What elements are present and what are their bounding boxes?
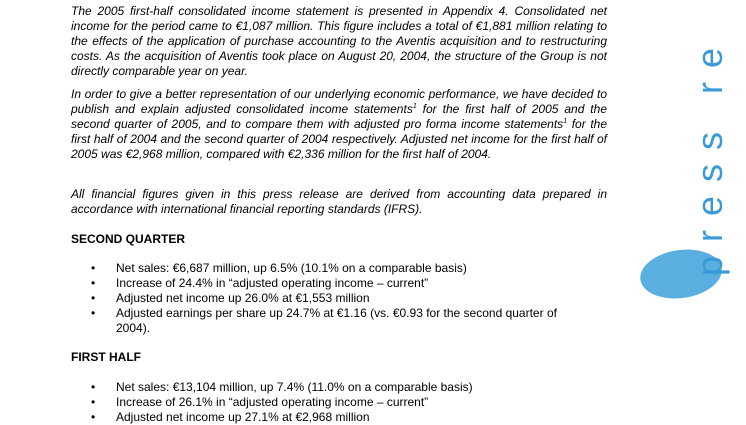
bullet-icon: • (91, 395, 96, 409)
paragraph-adjusted-part-c: for the first half of 2004 and the second quarter of 2004 respectively. Adjusted net income for the first half of 2005 was €2,968 million, compared with €2,336 million for the first half of 2004. (71, 117, 607, 161)
list-item-text: Increase of 24.4% in “adjusted operating income – current” (116, 276, 429, 290)
second-quarter-bullet-list (71, 261, 591, 336)
paragraph-ifrs-note: All financial figures given in this press release are derived from accounting data prepared in accordance with international financial reporting standards (IFRS). (71, 187, 607, 216)
footnote-ref-2: 1 (563, 118, 568, 125)
bullet-icon: • (91, 261, 96, 275)
heading-second-quarter: SECOND QUARTER (71, 232, 186, 246)
list-item-text: Net sales: €6,687 million, up 6.5% (10.1% on a comparable basis) (116, 261, 467, 275)
first-half-bullet-list (71, 380, 591, 425)
footnote-ref-1: 1 (412, 103, 417, 110)
bullet-icon: • (91, 306, 96, 320)
bullet-icon: • (91, 380, 96, 394)
paragraph-adjusted-part-b: for the first half of 2005 and the second quarter of 2005, and to compare them with adjusted pro forma income statements (71, 102, 607, 131)
list-item-text: Increase of 26.1% in “adjusted operating income – current” (116, 395, 429, 409)
bullet-icon: • (91, 410, 96, 424)
press-release-vertical-text: press re (689, 33, 730, 276)
list-item (71, 291, 591, 306)
bullet-icon: • (91, 276, 96, 290)
list-item (71, 261, 591, 276)
paragraph-adjusted-part-a: In order to give a better representation of our underlying economic performance, we have decided to publish and explain adjusted consolidated income statements (71, 87, 607, 116)
list-item-text: Adjusted net income up 26.0% at €1,553 million (116, 291, 370, 305)
bullet-icon: • (91, 291, 96, 305)
list-item (71, 276, 591, 291)
list-item (71, 306, 591, 336)
list-item (71, 395, 591, 410)
list-item (71, 410, 591, 425)
list-item (71, 380, 591, 395)
list-item-text: Adjusted net income up 27.1% at €2,968 million (116, 410, 370, 424)
press-release-vertical-label (678, 0, 738, 300)
paragraph-adjusted-results (71, 87, 607, 162)
paragraph-income-statement: The 2005 first-half consolidated income statement is presented in Appendix 4. Consolidated net income for the period came to €1,087 million. This figure includes a total of €1,881 million relating to the effects of the application of purchase accounting to the Aventis acquisition and to restructuring costs. As the acquisition of Aventis took place on August 20, 2004, the structure of the Group is not directly comparable year on year. (71, 4, 607, 78)
heading-first-half: FIRST HALF (71, 350, 141, 364)
list-item-text: Adjusted earnings per share up 24.7% at €1.16 (vs. €0.93 for the second quarter of 2004). (116, 306, 557, 335)
list-item-text: Net sales: €13,104 million, up 7.4% (11.0% on a comparable basis) (116, 380, 473, 394)
